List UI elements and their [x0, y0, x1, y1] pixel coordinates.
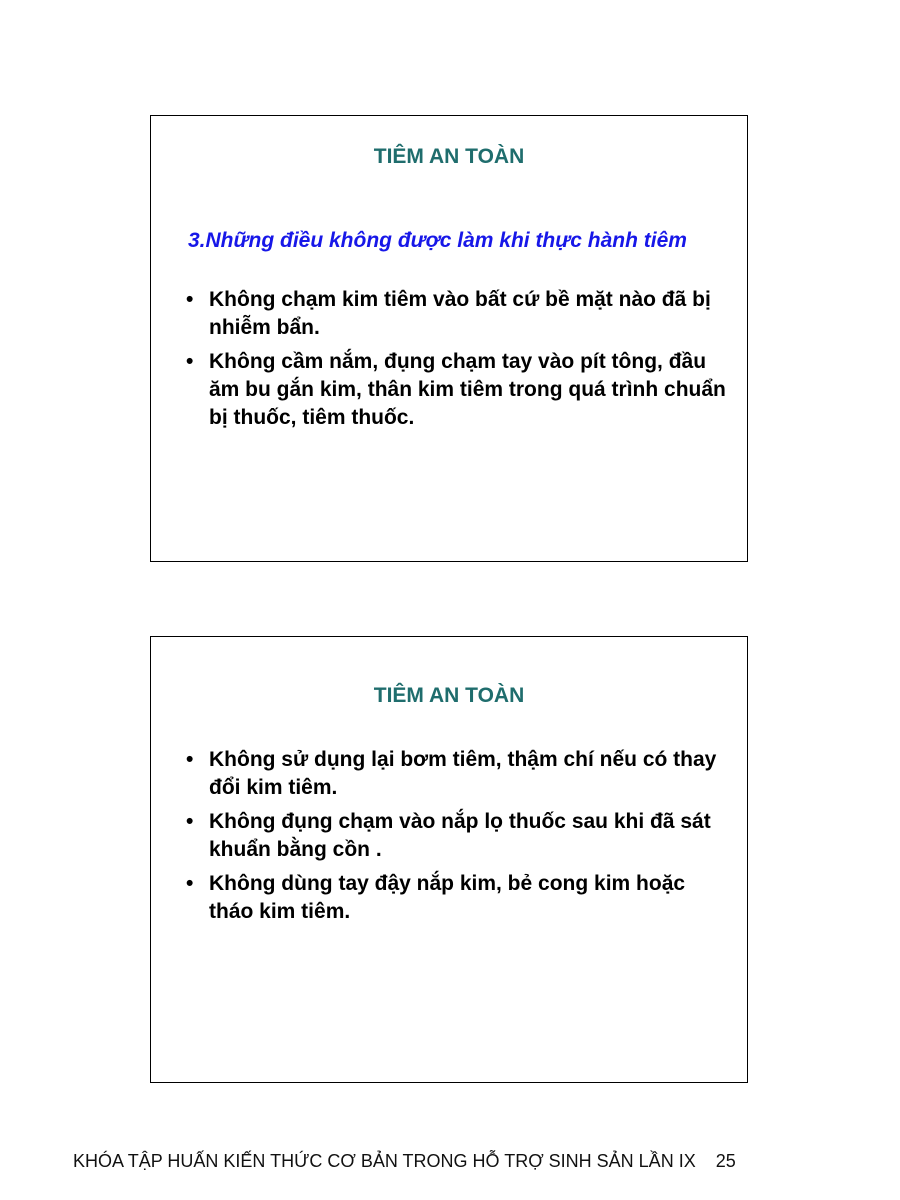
bullet-item	[186, 348, 726, 432]
bullet-text: Không đụng chạm vào nắp lọ thuốc sau khi đã sát khuẩn bằng cồn .	[209, 810, 711, 861]
slide-2	[150, 636, 748, 1083]
slide-title: TIÊM AN TOÀN	[373, 145, 525, 168]
page-footer	[73, 1151, 736, 1172]
bullet-item	[186, 808, 726, 864]
page-number: 25	[715, 1151, 736, 1171]
bullet-text: Không cầm nắm, đụng chạm tay vào pít tông, đầu ăm bu gắn kim, thân kim tiêm trong quá trình chuẩn bị thuốc, tiêm thuốc.	[209, 350, 726, 429]
slide-1	[150, 115, 748, 562]
bullet-item	[186, 870, 726, 926]
slide-subheading: 3.Những điều không được làm khi thực hành tiêm	[188, 229, 687, 252]
bullet-item	[186, 746, 726, 802]
bullet-text: Không sử dụng lại bơm tiêm, thậm chí nếu có thay đổi kim tiêm.	[209, 748, 717, 799]
bullet-list	[186, 286, 726, 438]
footer-course-title: KHÓA TẬP HUẤN KIẾN THỨC CƠ BẢN TRONG HỖ TRỢ SINH SẢN LẦN IX	[73, 1151, 696, 1171]
bullet-icon: •	[186, 288, 194, 311]
bullet-item	[186, 286, 726, 342]
slide-title: TIÊM AN TOÀN	[373, 684, 525, 707]
bullet-text: Không chạm kim tiêm vào bất cứ bề mặt nào đã bị nhiễm bẩn.	[209, 288, 711, 339]
bullet-icon: •	[186, 872, 194, 895]
bullet-icon: •	[186, 748, 194, 771]
bullet-list	[186, 746, 726, 932]
bullet-icon: •	[186, 350, 194, 373]
bullet-icon: •	[186, 810, 194, 833]
bullet-text: Không dùng tay đậy nắp kim, bẻ cong kim hoặc tháo kim tiêm.	[209, 872, 686, 923]
